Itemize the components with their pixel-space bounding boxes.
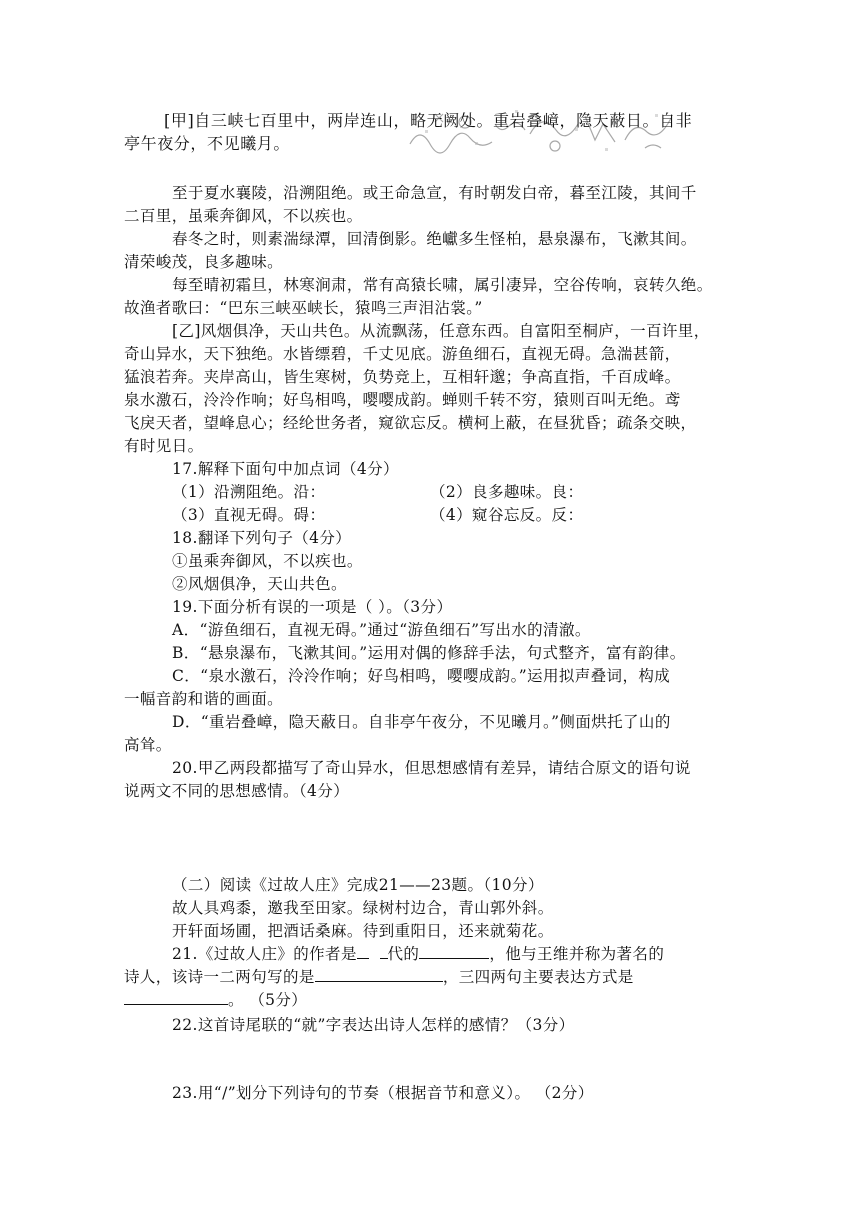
q17-item-4: （4）窥谷忘反。反： — [430, 506, 584, 524]
jia-p3-line-2: 清荣峻茂，良多趣味。 — [124, 253, 284, 271]
q20-line-1: 20.甲乙两段都描写了奇山异水，但思想感情有差异，请结合原文的语句说 — [172, 759, 691, 777]
part2-heading: （二）阅读《过故人庄》完成21——23题。（10分） — [172, 876, 544, 894]
q21-text-d: 诗人，该诗一二两句写的是 — [124, 968, 315, 986]
q18-sentence-1: ①虽乘奔御风，不以疾也。 — [172, 552, 363, 570]
q21-line-3 — [124, 989, 307, 1011]
poem-line-1: 故人具鸡黍，邀我至田家。绿树村边合，青山郭外斜。 — [172, 899, 554, 917]
q19-option-c-line-2: 一幅音韵和谐的画面。 — [124, 690, 284, 708]
q19-option-d-line-2: 高耸。 — [124, 736, 172, 754]
q20-line-2: 说两文不同的思想感情。（4分） — [124, 782, 350, 800]
q19-option-b: B．“悬泉瀑布，飞漱其间。”运用对偶的修辞手法，句式整齐，富有韵律。 — [172, 644, 686, 662]
poem-line-2: 开轩面场圃，把酒话桑麻。待到重阳日，还来就菊花。 — [172, 922, 554, 940]
q21-line-1 — [172, 943, 664, 965]
q21-text-a: 21.《过故人庄》的作者是 — [172, 945, 357, 963]
jia-p3-line-1: 春冬之时，则素湍绿潭，回清倒影。绝巘多生怪柏，悬泉瀑布，飞漱其间。 — [172, 230, 697, 248]
q19-option-d-line-1: D．“重岩叠嶂，隐天蔽日。自非亭午夜分，不见曦月。”侧面烘托了山的 — [172, 713, 671, 731]
yi-line-6: 有时见日。 — [124, 437, 204, 455]
q21-blank-dynasty[interactable] — [419, 943, 489, 959]
q17-item-1: （1）沿溯阻绝。沿： — [172, 483, 326, 501]
q19-stem: 19.下面分析有误的一项是（ ）。（3分） — [172, 598, 453, 616]
q21-blank-method[interactable] — [124, 989, 228, 1005]
q21-text-c: ，他与王维并称为著名的 — [489, 945, 665, 963]
q23-question: 23.用“/”划分下列诗句的节奏（根据音节和意义）。 （2分） — [172, 1084, 594, 1102]
q21-line-2 — [124, 966, 634, 988]
yi-line-4: 泉水激石，泠泠作响；好鸟相鸣，嘤嘤成韵。蝉则千转不穷，猿则百叫无绝。鸢 — [124, 391, 681, 409]
q21-blank-author-1[interactable] — [357, 943, 369, 959]
q18-sentence-2: ②风烟俱净，天山共色。 — [172, 575, 347, 593]
q21-text-f: 。 （5分） — [228, 991, 308, 1009]
yi-line-2: 奇山异水，天下独绝。水皆缥碧，千丈见底。游鱼细石，直视无碍。急湍甚箭， — [124, 345, 681, 363]
jia-p4-line-2: 故渔者歌曰：“巴东三峡巫峡长，猿鸣三声泪沾裳。” — [124, 299, 483, 317]
q17-item-2: （2）良多趣味。良： — [430, 483, 584, 501]
q19-option-a: A．“游鱼细石，直视无碍。”通过“游鱼细石”写出水的清澈。 — [172, 621, 591, 639]
jia-p4-line-1: 每至晴初霜旦，林寒涧肃，常有高猿长啸，属引凄异，空谷传响，哀转久绝。 — [172, 276, 713, 294]
yi-line-1: [乙]风烟俱净，天山共色。从流飘荡，任意东西。自富阳至桐庐，一百许里， — [172, 322, 710, 340]
q17-item-3: （3）直视无碍。碍： — [172, 506, 326, 524]
jia-p2-line-1: 至于夏水襄陵，沿溯阻绝。或王命急宣，有时朝发白帝，暮至江陵，其间千 — [172, 184, 697, 202]
q19-option-c-line-1: C．“泉水激石，泠泠作响；好鸟相鸣，嘤嘤成韵。”运用拟声叠词，构成 — [172, 667, 671, 685]
q21-blank-content[interactable] — [315, 966, 443, 982]
yi-line-3: 猛浪若奔。夹岸高山，皆生寒树，负势竞上，互相轩邈；争高直指，千百成峰。 — [124, 368, 681, 386]
q17-stem: 17.解释下面句中加点词（4分） — [172, 460, 399, 478]
q21-blank-author-2[interactable] — [380, 943, 388, 959]
jia-line-2: 亭午夜分，不见曦月。 — [124, 134, 291, 153]
q21-text-e: ，三四两句主要表达方式是 — [442, 968, 634, 986]
q22-question: 22.这首诗尾联的“就”字表达出诗人怎样的感情？（3分） — [172, 1016, 575, 1034]
q21-text-b: 代的 — [387, 945, 420, 963]
jia-line-1: [甲]自三峡七百里中，两岸连山，略无阙处。重岩叠嶂，隐天蔽日。自非 — [164, 111, 693, 130]
yi-line-5: 飞戾天者，望峰息心；经纶世务者，窥欲忘反。横柯上蔽，在昼犹昏；疏条交映， — [124, 414, 697, 432]
jia-p2-line-2: 二百里，虽乘奔御风，不以疾也。 — [124, 207, 363, 225]
q18-stem: 18.翻译下列句子（4分） — [172, 529, 352, 547]
